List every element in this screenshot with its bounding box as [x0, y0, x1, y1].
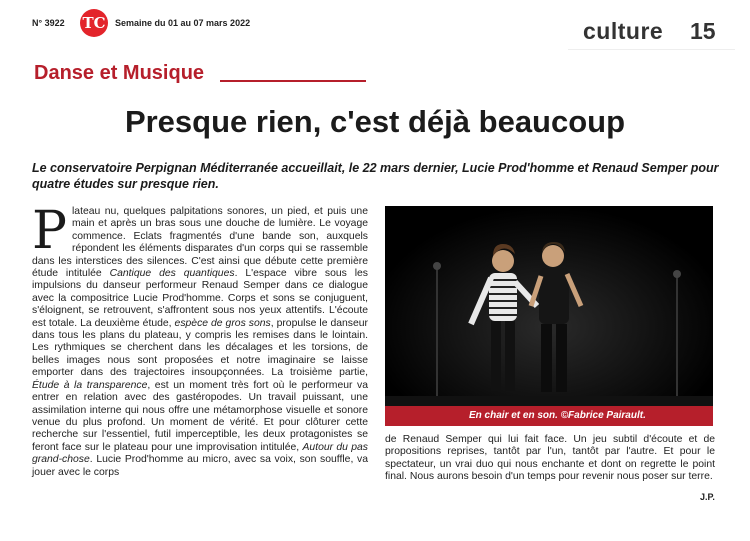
drop-cap: P — [32, 201, 67, 261]
article-body-column-2 — [385, 434, 715, 484]
page-number: 15 — [690, 18, 716, 44]
newspaper-logo: TC — [80, 9, 108, 37]
article-paragraph: lateau nu, quelques palpitations sonores, un pied, et puis une main et après un bras sous une douche de lumière. Le voyage commence. Eclats fragmentés d'une bande son, auxquels répondent les éléments disparates d'un corps qui se rassemble dans les interstices des silences. C'est ainsi que débute cette première étude intitulée Cantique des quantiques. L'espace vibre sous les impulsions du danseur performeur Renaud Semper dans ce dialogue avec la compositrice Lucie Prod'homme. Corps et sons se conjuguent, s'éloignent, se retrouvent, s'affrontent sous nos yeux attentifs. L'écoute est totale. La deuxième étude, espèce de gros sons, propulse le danseur dans tous les plans du plateau, y compris les remises dans le lointain. Les rythmiques se cherchent dans les décalages et les torsions, de belles images nous sont proposées et notre imaginaire se laisse emporter dans des trajectoires insoupçonnées. La troisième partie, Étude à la transparence, est un moment très fort où le performeur va entrer en relation avec des gastéropodes. Un travail puissant, une assimilation interne qui nous offre une métamorphose visuelle et sonore venue du plus profond. Un moment de vérité. Et pour clôturer cette recherche sur l'essentiel, futil imperceptible, les deux protagonistes se feront face sur le plateau pour une improvisation intitulée, Autour du pas grand-chose. Lucie Prod'homme au micro, avec sa voix, son souffle, va jouer avec le corps — [32, 206, 369, 478]
issue-number: N° 3922 — [32, 18, 65, 28]
section-rule — [220, 80, 366, 82]
article-lead: Le conservatoire Perpignan Méditerranée accueillait, le 22 mars dernier, Lucie Prod'homme et Renaud Semper pour quatre études sur presque rien. — [32, 161, 719, 191]
performers-image — [385, 206, 713, 426]
section-heading: Danse et Musique — [34, 62, 205, 84]
article-title: Presque rien, c'est déjà beaucoup — [124, 104, 626, 139]
issue-week: Semaine du 01 au 07 mars 2022 — [115, 18, 251, 28]
author-signature: J.P. — [700, 492, 715, 502]
stage-photo — [385, 206, 713, 426]
article-paragraph: de Renaud Semper qui lui fait face. Un jeu subtil d'écoute et de propositions reprises, tantôt par l'un, tantôt par l'autre. Et pour le spectateur, un vrai duo qui nous enchante et dont on regrette le point final. Nous aurons besoin d'un temps pour revenir nous poser sur terre. — [385, 434, 715, 483]
article-body-column-1 — [32, 201, 369, 479]
photo-caption: En chair et en son. ©Fabrice Pairault. — [385, 406, 713, 426]
section-tab-label: culture — [583, 18, 664, 44]
